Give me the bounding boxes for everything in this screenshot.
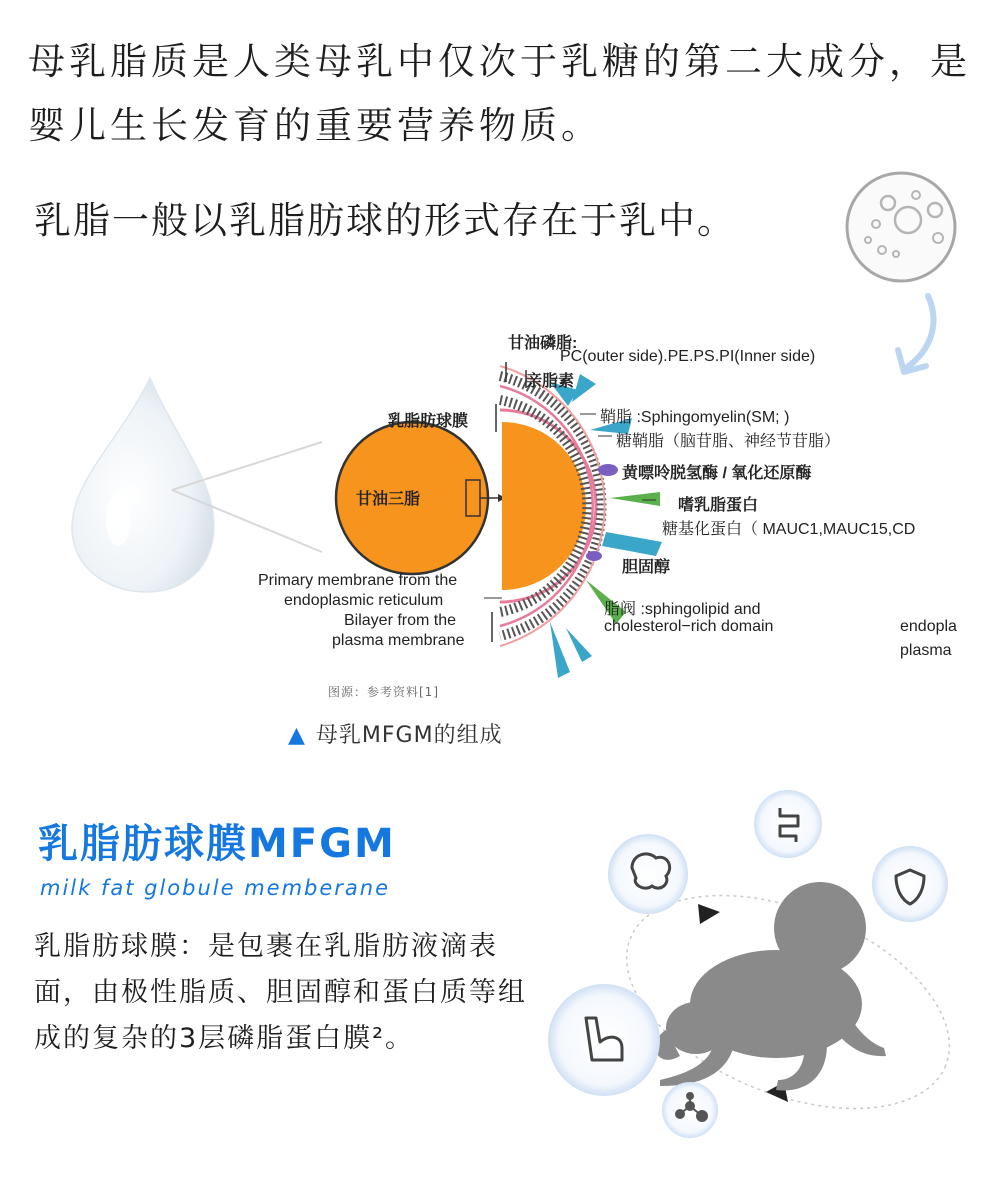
label-butyrophilin: 嗜乳脂蛋白 <box>678 497 759 514</box>
source-note: 图源：参考资料[1] <box>328 685 439 699</box>
label-glycoprotein: 糖基化蛋白（ MAUC1,MAUC15,CD <box>662 521 916 538</box>
label-endopla: endopla <box>900 618 957 635</box>
label-xanthine-oxidase: 黄嘌呤脱氢酶 / 氧化还原酶 <box>622 465 812 482</box>
baby-silhouette <box>655 882 886 1090</box>
mfgm-diagram <box>250 322 990 702</box>
label-pc: PC(outer side).PE.PS.PI(Inner side) <box>560 348 816 365</box>
section-body: 乳脂肪球膜：是包裹在乳脂肪液滴表面，由极性脂质、胆固醇和蛋白质等组成的复杂的3层磷脂蛋白膜²。 <box>34 931 527 1054</box>
label-plasma: plasma <box>900 642 952 659</box>
baby-benefits-illustration <box>548 780 988 1160</box>
globule-label: 甘油三脂 <box>356 491 421 508</box>
membrane-label: 乳脂肪球膜 <box>388 413 469 430</box>
caption-text: 母乳MFGM的组成 <box>315 723 503 748</box>
label-lipid-raft: 脂阀 :sphingolipid and <box>604 601 761 618</box>
section-title: 乳脂肪球膜MFGM <box>38 821 396 867</box>
label-cholesterol: 胆固醇 <box>622 559 671 576</box>
intro-line-2: 乳脂一般以乳脂肪球的形式存在于乳中。 <box>34 199 736 242</box>
section-subtitle: milk fat globule memberane <box>40 876 391 900</box>
label-glycosphingolipid: 糖鞘脂（脑苷脂、神经节苷脂） <box>616 433 841 450</box>
label-lipophilin: 亲脂素 <box>526 373 575 390</box>
label-lipid-raft-desc: cholesterol−rich domain <box>604 618 774 635</box>
cell-icon <box>842 168 960 286</box>
label-endoplasmic: endoplasmic reticulum <box>284 592 444 609</box>
intro-paragraph: 母乳脂质是人类母乳中仅次于乳糖的第二大成分，是婴儿生长发育的重要营养物质。 <box>28 40 971 147</box>
label-sphingomyelin: 鞘脂 :Sphingomyelin(SM; ) <box>600 409 790 426</box>
figure-caption <box>288 718 503 749</box>
label-plasma-membrane: plasma membrane <box>332 632 465 649</box>
label-glycerophospholipid: 甘油磷脂: <box>508 335 578 352</box>
label-bilayer: Bilayer from the <box>344 612 457 629</box>
triangle-icon: ▲ <box>288 723 306 748</box>
label-primary-membrane: Primary membrane from the <box>258 572 458 589</box>
